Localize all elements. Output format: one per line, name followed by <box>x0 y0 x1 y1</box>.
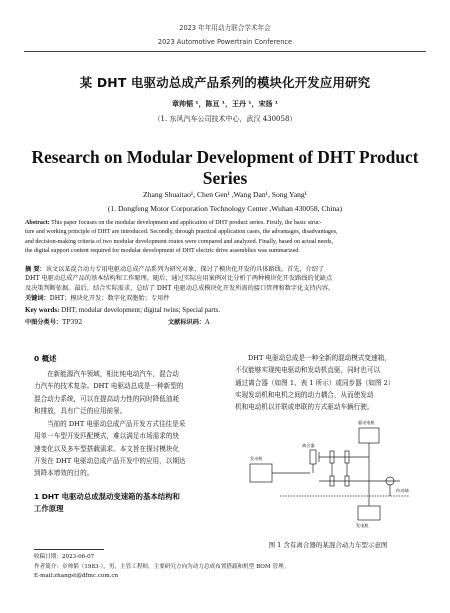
keywords-en <box>25 306 425 314</box>
body-line: DHT 电驱动总成是一种全新的混动模式变速箱， <box>248 354 391 362</box>
label-output: 传动轴 <box>396 488 409 493</box>
footnote-author-bio: 作者简介：章帅韬（1983-），男，主管工程师，主要研究方向为动力总成布置搭载和机型 BOM 管理。 <box>34 563 290 570</box>
paper-title-cn: 某 DHT 电驱动总成产品系列的模块化开发应用研究 <box>79 75 371 90</box>
footnotes <box>34 553 424 582</box>
authors-cn: 章帅韬 ¹，陈亘 ¹，王丹 ¹，宋扬 ¹ <box>171 100 278 108</box>
abstract-cn-line: 及决策判断依据。最后，结合实际需求，总结了 DHT 电驱动总成模块化开发所需的接口管理和数字化支持内容。 <box>25 284 335 292</box>
authors-en: Zhang Shuaitao¹, Chen Gen¹ ,Wang Dan¹, Song Yang¹ <box>143 190 307 199</box>
affiliation-en: (1. Dongfeng Motor Corporation Technology Center ,Wuhan 430058, China) <box>107 204 343 213</box>
body-line: 到降本增效的目的。 <box>34 469 94 478</box>
body-line: 混合动力系统，可以在提高动力性的同时降低油耗 <box>34 394 180 403</box>
keywords-cn-text: DHT；模块化开发；数字化双胞胎；专用件 <box>49 295 170 302</box>
abstract-en-line: ture and working principle of DHT are introduced. Secondly, through practical application cases, the advantages, disadvantages, <box>25 229 338 236</box>
header-rule <box>24 51 426 52</box>
body-line: 不仅能够实现纯电驱动和发动机直驱，同时也可以 <box>235 366 381 375</box>
label-drive-motor: 驱动电机 <box>358 420 375 425</box>
section-1-heading-line1: 1 DHT 电驱动总成混动变速箱的基本结构和 <box>34 492 180 501</box>
label-clutch: 离合器 <box>302 443 315 448</box>
drive-motor-box <box>359 428 379 443</box>
conference-header-cn: 2023 年年用动力联合学术年会 <box>179 24 271 32</box>
body-line: 当前的 DHT 电驱动总成产品开发方式往往是采 <box>47 420 186 428</box>
figure-1-schematic <box>240 414 420 529</box>
body-line: 在新能源汽车领域，相比纯电动汽车，混合动 <box>47 370 179 378</box>
section-0-paragraph-2 <box>34 418 221 479</box>
label-engine: 发动机 <box>250 456 263 461</box>
engine-box <box>250 464 272 482</box>
affiliation-cn: （1. 东风汽车公司技术中心，武汉 430058） <box>153 115 297 123</box>
abstract-cn-line: 该文以某混合动力专用电驱动总成产品系列为研究对象，探讨了模块化开发的具体路线。首先，介绍了 <box>45 266 325 273</box>
body-line: 速变化以及多车型搭载需求。本文旨在探讨模块化 <box>34 444 180 453</box>
section-1-heading <box>34 491 221 515</box>
body-line: 机和电动机以并联或串联的方式驱动车辆行驶。 <box>235 403 374 412</box>
abstract-cn-line: DHT 电驱动总成产品的基本结构和工作原理。随后，通过实际应用案例对比分析了两种模块化开发路线的优缺点 <box>25 275 333 283</box>
body-line: 用单一车型开发匹配模式，难以满足市场需求的快 <box>34 432 180 441</box>
section-1-heading-line2: 工作原理 <box>34 504 64 513</box>
keywords-en-text: DHT; modular development; digital twins; Special parts. <box>61 306 221 314</box>
clc-value: TP392 <box>62 319 83 326</box>
doc-code-value: A <box>205 319 210 326</box>
abstract-en-line: and decision-making criteria of two modular development routes were compared and analyzed. Finally, based on actual needs, <box>25 238 334 245</box>
footnote-received: 收稿日期：2023-06-07 <box>34 554 95 560</box>
body-line: 通过离合器（如图 1、表 1 所示）或同步器（如图 2） <box>235 378 395 387</box>
section-1-paragraph <box>235 352 421 413</box>
clutch-symbol <box>310 450 316 464</box>
keywords-cn-label: 关键词： <box>25 295 50 302</box>
clc-number <box>25 318 82 327</box>
abstract-en-line: This paper focuses on the modular development and application of DHT product series. Firstly, the basic struc- <box>51 220 322 226</box>
clc-label: 中图分类号： <box>25 319 63 326</box>
abstract-cn <box>25 265 425 293</box>
footnote-email: E-mail:zhangst@dfmc.com.cn <box>34 573 119 579</box>
abstract-en-line: the digital support content required for modular development of DHT electric drive assemblies was summarized. <box>25 247 300 254</box>
body-line: 开发在 DHT 电驱动总成产品开发中的应用，以期达 <box>34 456 186 465</box>
doc-code-label: 文献标识码： <box>168 319 206 326</box>
figure-1-caption: 图 1 含有离合器的某混合动力车型示意图 <box>268 541 388 549</box>
section-0-paragraph-1 <box>34 368 221 417</box>
body-line: 力汽车的技术复杂。DHT 电驱动总成是一种新型的 <box>34 382 184 391</box>
keywords-en-label: Key words: <box>25 306 60 314</box>
abstract-cn-label: 摘 要： <box>25 266 46 273</box>
footnote-rule <box>34 549 104 550</box>
generator-box <box>358 506 380 520</box>
body-line: 实现发动机和电机之间的动力耦合，从而使发动 <box>235 390 374 399</box>
paper-title-en <box>0 147 450 189</box>
paper-title-en-line2: Series <box>202 168 248 188</box>
document-code <box>168 318 210 327</box>
abstract-en-label: Abstract: <box>25 220 50 226</box>
body-line: 和排放，具有广泛的应用前景。 <box>34 406 127 415</box>
section-0-heading: 0 概述 <box>34 354 57 363</box>
abstract-en <box>25 219 425 256</box>
paper-title-en-line1: Research on Modular Development of DHT Product <box>31 147 419 167</box>
label-generator: 发电机 <box>356 523 369 528</box>
keywords-cn <box>25 294 425 303</box>
conference-header-en: 2023 Automotive Powertrain Conference <box>157 38 293 46</box>
